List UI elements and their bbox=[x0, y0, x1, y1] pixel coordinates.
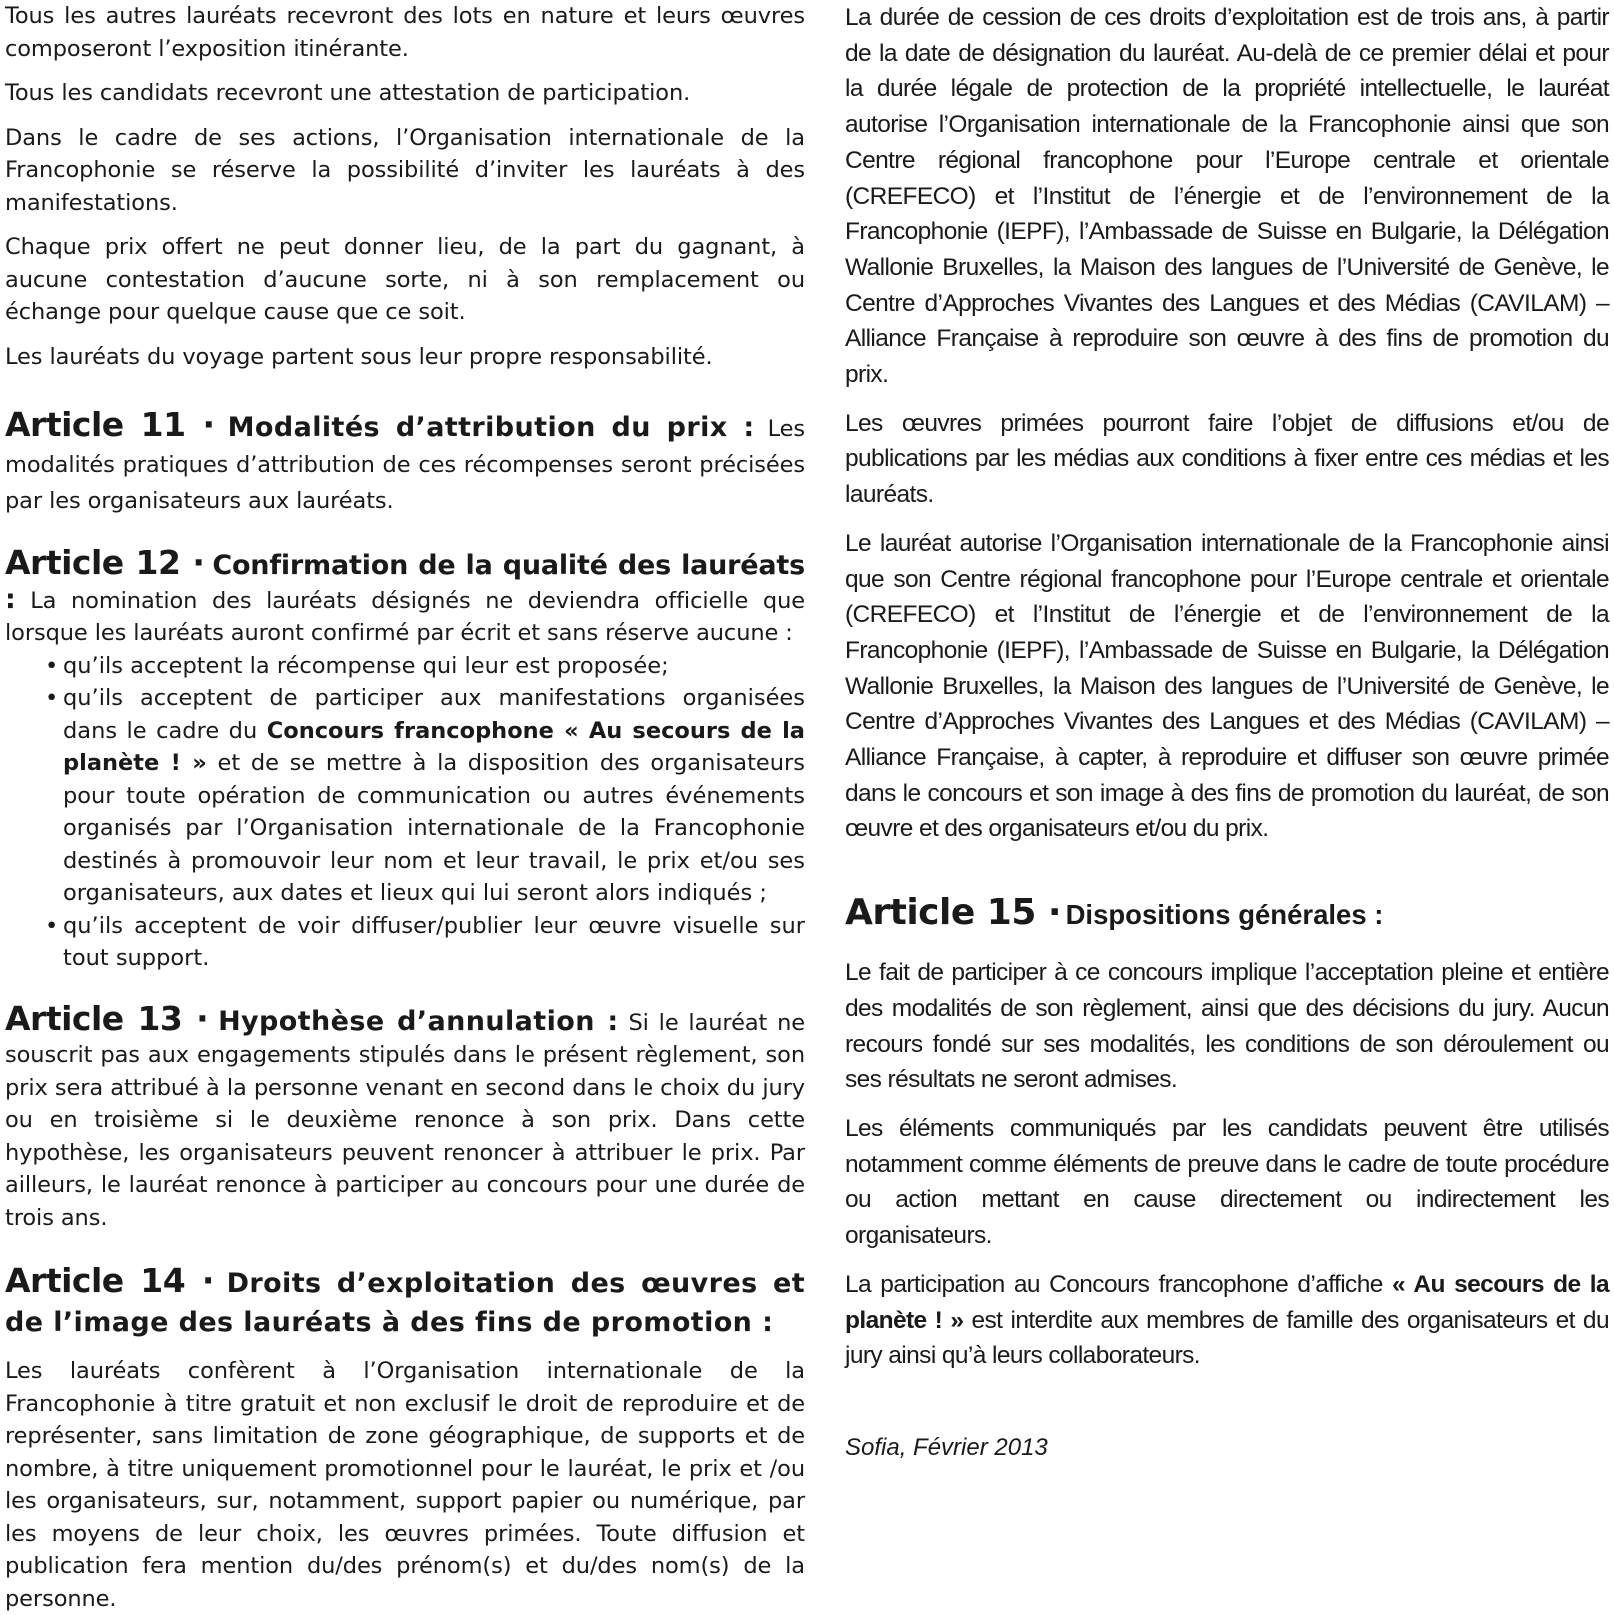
article-text: La nomination des lauréats désignés ne deviendra officielle que lorsque les lauréats auront confirmé par écrit et sans réserve aucune : bbox=[5, 587, 806, 646]
list-item: • qu’ils acceptent la récompense qui leur est proposée; bbox=[45, 650, 805, 683]
paragraph: La participation au Concours francophone d’affiche « Au secours de la planète ! » est interdite aux membres de famille des organisateurs et du jury ainsi qu’à leurs collaborateurs. bbox=[845, 1270, 1610, 1370]
contest-name: Concours francophone « Au secours de la planète ! » bbox=[63, 717, 805, 776]
paragraph: La durée de cession de ces droits d’exploitation est de trois ans, à partir de la date de désignation du lauréat. Au-delà de ce premier délai et pour la durée légale de protection de la propriété intellectuelle, le lauréat autorise l’Organisation internationale de la Francophonie ainsi que son Centre régional francophone pour l’Europe centrale et orientale (CREFECO) et l’Institut de l’énergie et de l’environnement de la Francophonie (IEPF), l’Ambassade de Suisse en Bulgarie, la Délégation Wallonie Bruxelles, la Maison des langues de l’Université de Genève, le Centre d’Approches Vivantes des Langues et des Médias (CAVILAM) – Alliance Française à reproduire son œuvre à des fins de promotion du prix. bbox=[845, 4, 1609, 389]
article-subtitle: Hypothèse d’annulation : bbox=[218, 1005, 619, 1037]
article-text: Si le lauréat ne souscrit pas aux engagements stipulés dans le présent règlement, son prix sera attribué à la personne venant en second dans le choix du jury ou en troisième si le deuxième renonce à son prix. Dans cette hypothèse, les organisateurs peuvent renoncer à attribuer le prix. Par ailleurs, le lauréat renonce à participer au concours pour une durée de trois ans. bbox=[5, 1009, 805, 1231]
paragraph: Tous les candidats recevront une attestation de participation. bbox=[5, 80, 691, 106]
article-title: Article 12 · bbox=[5, 543, 205, 582]
article-14 bbox=[5, 1262, 805, 1615]
paragraph: Les œuvres primées pourront faire l’objet de diffusions et/ou de publications par les médias aux conditions à fixer entre ces médias et les lauréats. bbox=[845, 409, 1609, 509]
article-title: Article 13 · bbox=[5, 998, 209, 1038]
list-item: • qu’ils acceptent de voir diffuser/publier leur œuvre visuelle sur tout support. bbox=[45, 910, 805, 975]
paragraph: Chaque prix offert ne peut donner lieu, de la part du gagnant, à aucune contestation d’aucune sorte, ni à son remplacement ou échange pour quelque cause que ce soit. bbox=[5, 234, 805, 325]
article-13 bbox=[5, 998, 805, 1235]
article-title: Article 15 · bbox=[845, 892, 1062, 934]
paragraph: Les lauréats du voyage partent sous leur propre responsabilité. bbox=[5, 343, 713, 370]
article-11 bbox=[5, 407, 805, 519]
paragraph: Les éléments communiqués par les candidats peuvent être utilisés notamment comme éléments de preuve dans le cadre de toute procédure ou action mettant en cause directement ou indirectement les organisateurs. bbox=[845, 1114, 1609, 1250]
list-item: • qu’ils acceptent de participer aux manifestations organisées dans le cadre du Concours francophone « Au secours de la planète ! » et de se mettre à la disposition des organisateurs pour toute opération de communication ou autres événements organisés par l’Organisation internationale de la Francophonie destinés à promouvoir leur nom et leur travail, le prix et/ou ses organisateurs, aux dates et lieux qui lui seront alors indiqués ; bbox=[45, 682, 805, 910]
article-12 bbox=[5, 543, 806, 975]
paragraph: Tous les autres lauréats recevront des lots en nature et leurs œuvres composeront l’exposition itinérante. bbox=[5, 3, 805, 62]
article-15 bbox=[845, 891, 1609, 942]
conditions-list bbox=[5, 650, 805, 975]
article-text: Les lauréats confèrent à l’Organisation internationale de la Francophonie à titre gratuit et non exclusif le droit de reproduire et de représenter, sans limitation de zone géographique, de supports et de nombre, à titre uniquement promotionnel pour le lauréat, le prix et /ou les organisateurs, sur, notamment, support papier ou numérique, par les moyens de leur choix, les œuvres primées. Toute diffusion et publication fera mention du/des prénom(s) et du/des nom(s) de la personne. bbox=[5, 1358, 805, 1612]
article-subtitle: Dispositions générales : bbox=[1065, 899, 1384, 931]
contest-name: « Au secours de la planète ! » bbox=[845, 1270, 1610, 1334]
signature-date: Sofia, Février 2013 bbox=[845, 1433, 1048, 1461]
article-subtitle: Modalités d’attribution du prix : bbox=[227, 412, 755, 443]
article-title: Article 11 · bbox=[5, 405, 215, 444]
left-column bbox=[5, 0, 805, 1615]
paragraph: Le lauréat autorise l’Organisation internationale de la Francophonie ainsi que son Centre régional francophone pour l’Europe centrale et orientale (CREFECO) et l’Institut de l’énergie et de l’environnement de la Francophonie (IEPF), l’Ambassade de Suisse en Bulgarie, la Délégation Wallonie Bruxelles, la Maison des langues de l’Université de Genève, le Centre d’Approches Vivantes des Langues et des Médias (CAVILAM) – Alliance Française, à capter, à reproduire et diffuser son œuvre primée dans le concours et son image à des fins de promotion du lauréat, de son œuvre et des organisateurs et/ou du prix. bbox=[845, 529, 1609, 843]
paragraph: Dans le cadre de ses actions, l’Organisation internationale de la Francophonie se réserve la possibilité d’inviter les lauréats à des manifestations. bbox=[5, 124, 805, 216]
article-text: Les modalités pratiques d’attribution de ces récompenses seront précisées par les organisateurs aux lauréats. bbox=[5, 416, 806, 514]
article-subtitle: Droits d’exploitation des œuvres et de l’image des lauréats à des fins de promotion : bbox=[5, 1268, 805, 1338]
article-title: Article 14 · bbox=[5, 1261, 214, 1300]
right-column bbox=[845, 0, 1609, 1462]
article-subtitle: Confirmation de la qualité des lauréats : bbox=[5, 550, 806, 615]
paragraph: Le fait de participer à ce concours implique l’acceptation pleine et entière des modalités de son règlement, ainsi que des décisions du jury. Aucun recours fondé sur ses modalités, les conditions de son déroulement ou ses résultats ne seront admises. bbox=[845, 959, 1609, 1094]
